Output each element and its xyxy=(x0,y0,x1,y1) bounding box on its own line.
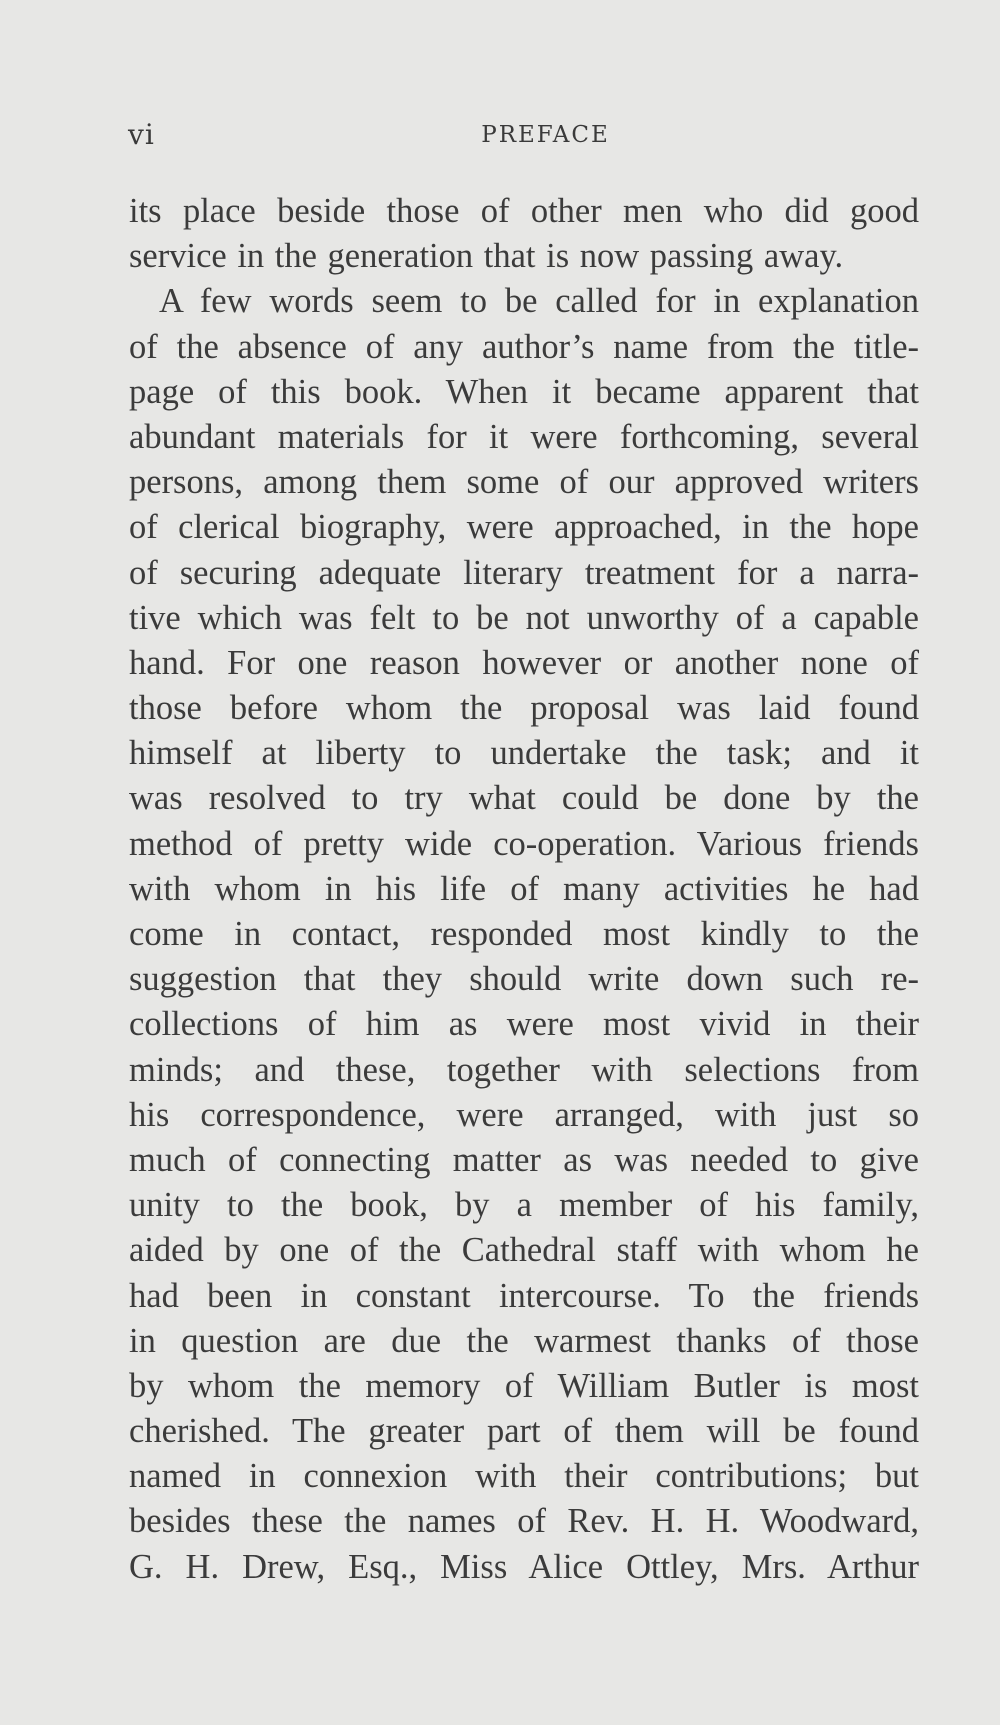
running-title: PREFACE xyxy=(481,122,610,148)
text-line: cherished. The greater part of them will be found xyxy=(129,1412,919,1451)
text-line: service in the generation that is now passing away. xyxy=(129,237,844,276)
text-line: his correspondence, were arranged, with just so xyxy=(129,1095,919,1134)
text-line: by whom the memory of William Butler is most xyxy=(129,1366,919,1405)
text-line: A few words seem to be called for in explanation xyxy=(159,282,919,321)
text-line: of the absence of any author’s name from the title- xyxy=(129,327,919,366)
text-line: himself at liberty to undertake the task; and it xyxy=(129,734,919,773)
text-line: collections of him as were most vivid in their xyxy=(129,1005,919,1044)
text-line: persons, among them some of our approved writers xyxy=(129,463,919,502)
page-number: vi xyxy=(128,118,155,151)
text-line: was resolved to try what could be done by the xyxy=(129,779,919,818)
text-line: minds; and these, together with selections from xyxy=(129,1050,919,1089)
text-line: named in connexion with their contributions; but xyxy=(129,1457,919,1496)
text-line: page of this book. When it became apparent that xyxy=(129,372,919,411)
text-line: unity to the book, by a member of his family, xyxy=(129,1186,919,1225)
page-header xyxy=(128,118,923,158)
body-text xyxy=(129,189,919,1590)
text-line: G. H. Drew, Esq., Miss Alice Ottley, Mrs. Arthur xyxy=(129,1547,919,1586)
text-line: in question are due the warmest thanks of those xyxy=(129,1321,919,1360)
text-line: with whom in his life of many activities he had xyxy=(129,869,919,908)
text-line: much of connecting matter as was needed to give xyxy=(129,1140,919,1179)
text-line: those before whom the proposal was laid found xyxy=(129,689,919,728)
text-line: its place beside those of other men who did good xyxy=(129,192,919,230)
text-line: method of pretty wide co-operation. Various friends xyxy=(129,824,919,863)
text-line: besides these the names of Rev. H. H. Woodward, xyxy=(129,1502,919,1541)
text-line: hand. For one reason however or another none of xyxy=(129,643,919,682)
text-line: had been in constant intercourse. To the friends xyxy=(129,1276,919,1315)
text-line: abundant materials for it were forthcoming, several xyxy=(129,417,919,456)
text-line: tive which was felt to be not unworthy of a capable xyxy=(129,598,919,637)
text-line: aided by one of the Cathedral staff with whom he xyxy=(129,1231,919,1270)
text-line: of securing adequate literary treatment for a narra- xyxy=(129,553,919,592)
text-line: come in contact, responded most kindly to the xyxy=(129,915,919,953)
text-line: of clerical biography, were approached, in the hope xyxy=(129,508,919,547)
text-line: suggestion that they should write down such re- xyxy=(129,960,919,999)
